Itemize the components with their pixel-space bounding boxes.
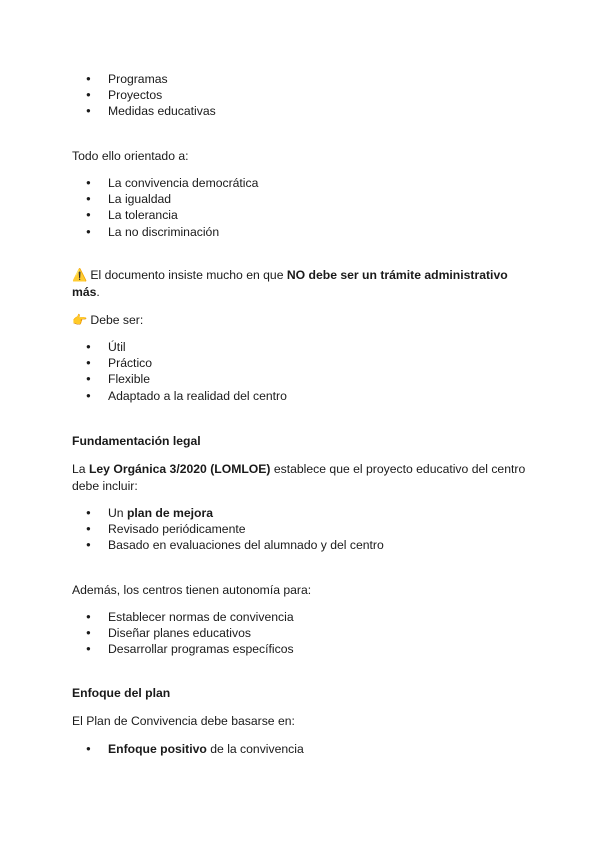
list-item: ● Revisado periódicamente [72, 521, 384, 537]
lomloe-law-name: Ley Orgánica 3/2020 (LOMLOE) [88, 462, 271, 476]
warning-paragraph [72, 267, 508, 300]
list-item-bold: Enfoque positivo [108, 742, 207, 756]
list-item-bold: plan de mejora [126, 506, 213, 520]
paragraph-orientado: Todo ello orientado a: [72, 149, 189, 163]
list-item: ● Práctico [72, 355, 287, 371]
list-item: ● La tolerancia [72, 207, 258, 223]
list-item: ● La no discriminación [72, 224, 258, 240]
debe-ser-text: Debe ser: [90, 313, 144, 327]
list-enfoque [72, 741, 304, 757]
list-item: ● Útil [72, 339, 287, 355]
list-item: ● La convivencia democrática [72, 175, 258, 191]
lomloe-text-line2: debe incluir: [72, 478, 138, 493]
warning-bold-text: NO debe ser un trámite administrativo [286, 268, 508, 282]
list-item-text: Un [108, 506, 127, 520]
section-heading-enfoque: Enfoque del plan [72, 686, 171, 700]
warning-bold-text-cont: más [72, 284, 97, 299]
lomloe-paragraph [72, 461, 525, 494]
debe-ser-line [72, 312, 143, 329]
section-heading-fundamentacion: Fundamentación legal [72, 434, 201, 448]
list-requirements [72, 339, 287, 404]
list-item: ● Diseñar planes educativos [72, 625, 294, 641]
list-item: ● Flexible [72, 371, 287, 387]
list-item [72, 741, 304, 757]
lomloe-text: establece que el proyecto educativo del centro [270, 462, 526, 476]
list-item: ● Programas [72, 71, 216, 87]
warning-text-end: . [96, 284, 100, 299]
list-item: ● Desarrollar programas específicos [72, 641, 294, 657]
list-objectives [72, 175, 258, 240]
pointing-hand-icon: 👉 [72, 313, 88, 327]
paragraph-autonomia: Además, los centros tienen autonomía para: [72, 583, 312, 597]
list-item: ● Establecer normas de convivencia [72, 609, 294, 625]
list-item [72, 505, 384, 521]
list-item: ● Basado en evaluaciones del alumnado y del centro [72, 537, 384, 553]
list-item-text: de la convivencia [206, 742, 304, 756]
warning-text: El documento insiste mucho en que [90, 268, 287, 282]
list-plan-mejora [72, 505, 384, 554]
list-actions [72, 71, 216, 120]
list-item: ● Adaptado a la realidad del centro [72, 388, 287, 404]
list-autonomia [72, 609, 294, 658]
lomloe-text-start: La [72, 462, 89, 476]
list-item: ● Medidas educativas [72, 103, 216, 119]
warning-icon: ⚠️ [72, 268, 88, 282]
list-item: ● La igualdad [72, 191, 258, 207]
list-item: ● Proyectos [72, 87, 216, 103]
paragraph-enfoque: El Plan de Convivencia debe basarse en: [72, 714, 295, 728]
